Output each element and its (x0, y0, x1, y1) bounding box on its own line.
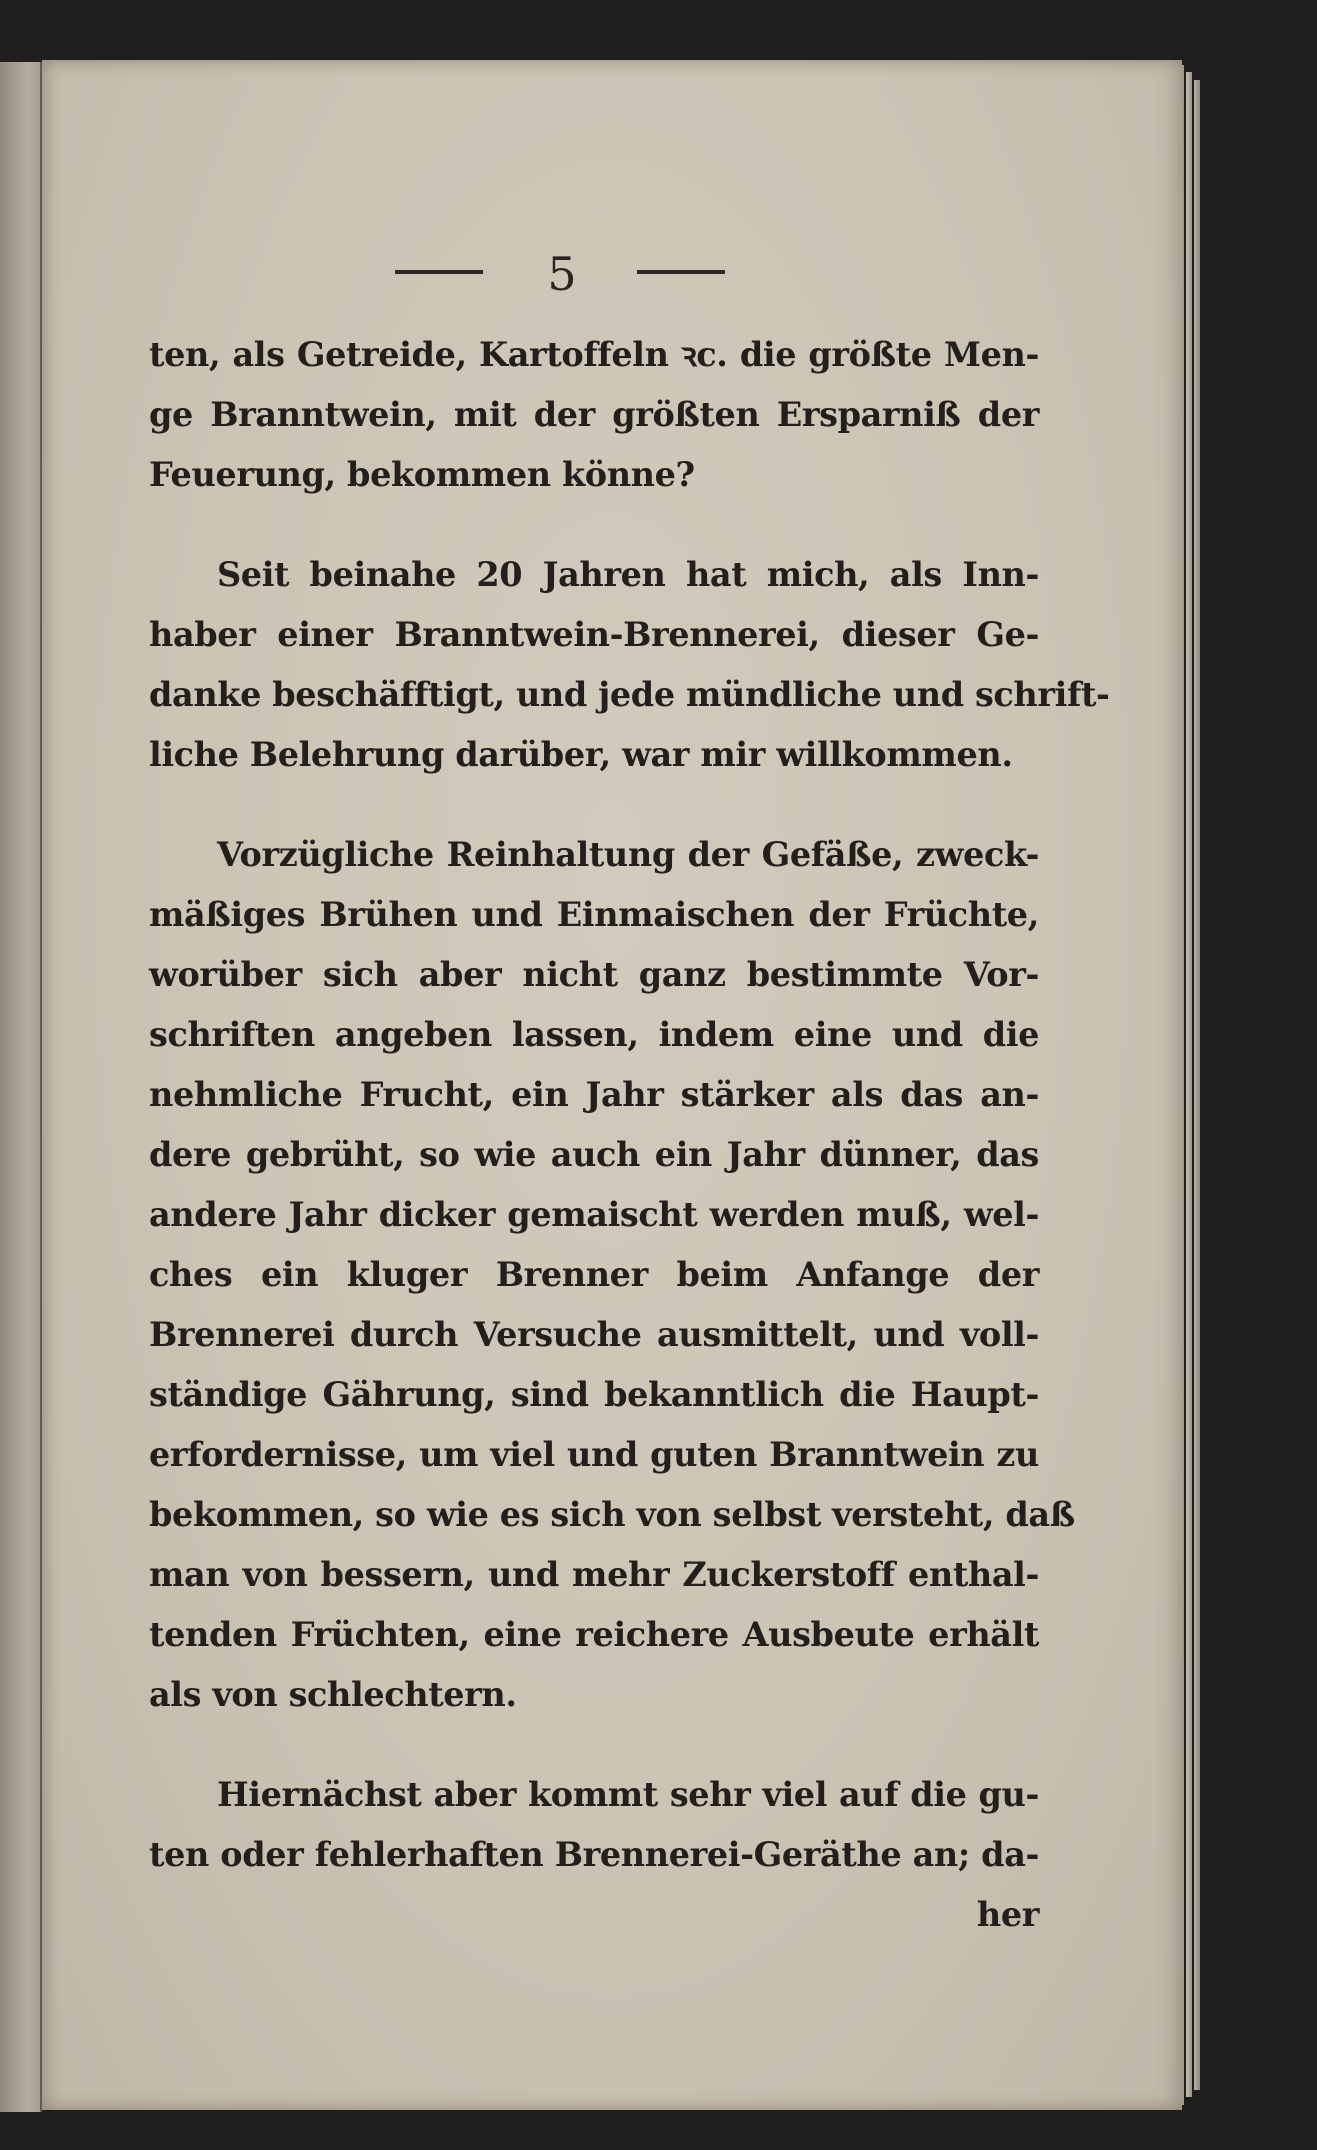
text-line: Feuerung, bekommen könne? (149, 455, 695, 494)
page-edge (1194, 80, 1200, 2090)
paragraph-gap (149, 505, 1039, 545)
text-line: erfordernisse, um viel und guten Branntwein zu (149, 1435, 1039, 1474)
text-line: andere Jahr dicker gemaischt werden muß, wel- (149, 1195, 1039, 1234)
paragraph-1 (149, 325, 1039, 505)
page-header (42, 247, 1182, 305)
header-rule-left (395, 270, 483, 274)
text-line: als von schlechtern. (149, 1675, 517, 1714)
text-line: ständige Gährung, sind bekanntlich die Haupt- (149, 1375, 1039, 1414)
text-line: danke beschäfftigt, und jede mündliche und schrift- (149, 675, 1110, 714)
text-line: man von bessern, und mehr Zuckerstoff enthal- (149, 1555, 1039, 1594)
text-line: schriften angeben lassen, indem eine und die (149, 1015, 1039, 1054)
paragraph-3 (149, 825, 1075, 1725)
text-line: dere gebrüht, so wie auch ein Jahr dünner, das (149, 1135, 1039, 1174)
text-line: mäßiges Brühen und Einmaischen der Früchte, (149, 895, 1039, 934)
text-line: liche Belehrung darüber, war mir willkommen. (149, 735, 1013, 774)
body-text (149, 325, 1110, 1945)
text-line: Seit beinahe 20 Jahren hat mich, als Inn- (217, 555, 1039, 594)
text-line: haber einer Branntwein-Brennerei, dieser Ge- (149, 615, 1039, 654)
paragraph-gap (149, 785, 1039, 825)
text-line: Vorzügliche Reinhaltung der Gefäße, zweck- (217, 835, 1039, 874)
book-page (42, 60, 1182, 2110)
text-line: Hiernächst aber kommt sehr viel auf die gu- (217, 1775, 1039, 1814)
text-line: tenden Früchten, eine reichere Ausbeute erhält (149, 1615, 1039, 1654)
paragraph-4 (149, 1765, 1039, 1885)
text-line: ten oder fehlerhaften Brennerei-Geräthe an; da- (149, 1835, 1039, 1874)
page-edge (1186, 72, 1192, 2097)
text-line: worüber sich aber nicht ganz bestimmte Vor- (149, 955, 1039, 994)
paragraph-gap (149, 1725, 1039, 1765)
text-line: ten, als Getreide, Kartoffeln ꝛc. die größte Men- (149, 335, 1039, 374)
text-line: ge Branntwein, mit der größten Ersparniß der (149, 395, 1039, 434)
text-line: bekommen, so wie es sich von selbst versteht, daß (149, 1495, 1075, 1534)
header-rule-right (637, 270, 725, 274)
text-line: nehmliche Frucht, ein Jahr stärker als das an- (149, 1075, 1039, 1114)
facing-page-edge (0, 62, 42, 2112)
text-line: ches ein kluger Brenner beim Anfange der (149, 1255, 1039, 1294)
page-number: 5 (547, 247, 577, 301)
text-line: Brennerei durch Versuche ausmittelt, und voll- (149, 1315, 1039, 1354)
catchword: her (976, 1895, 1039, 1934)
paragraph-2 (149, 545, 1110, 785)
